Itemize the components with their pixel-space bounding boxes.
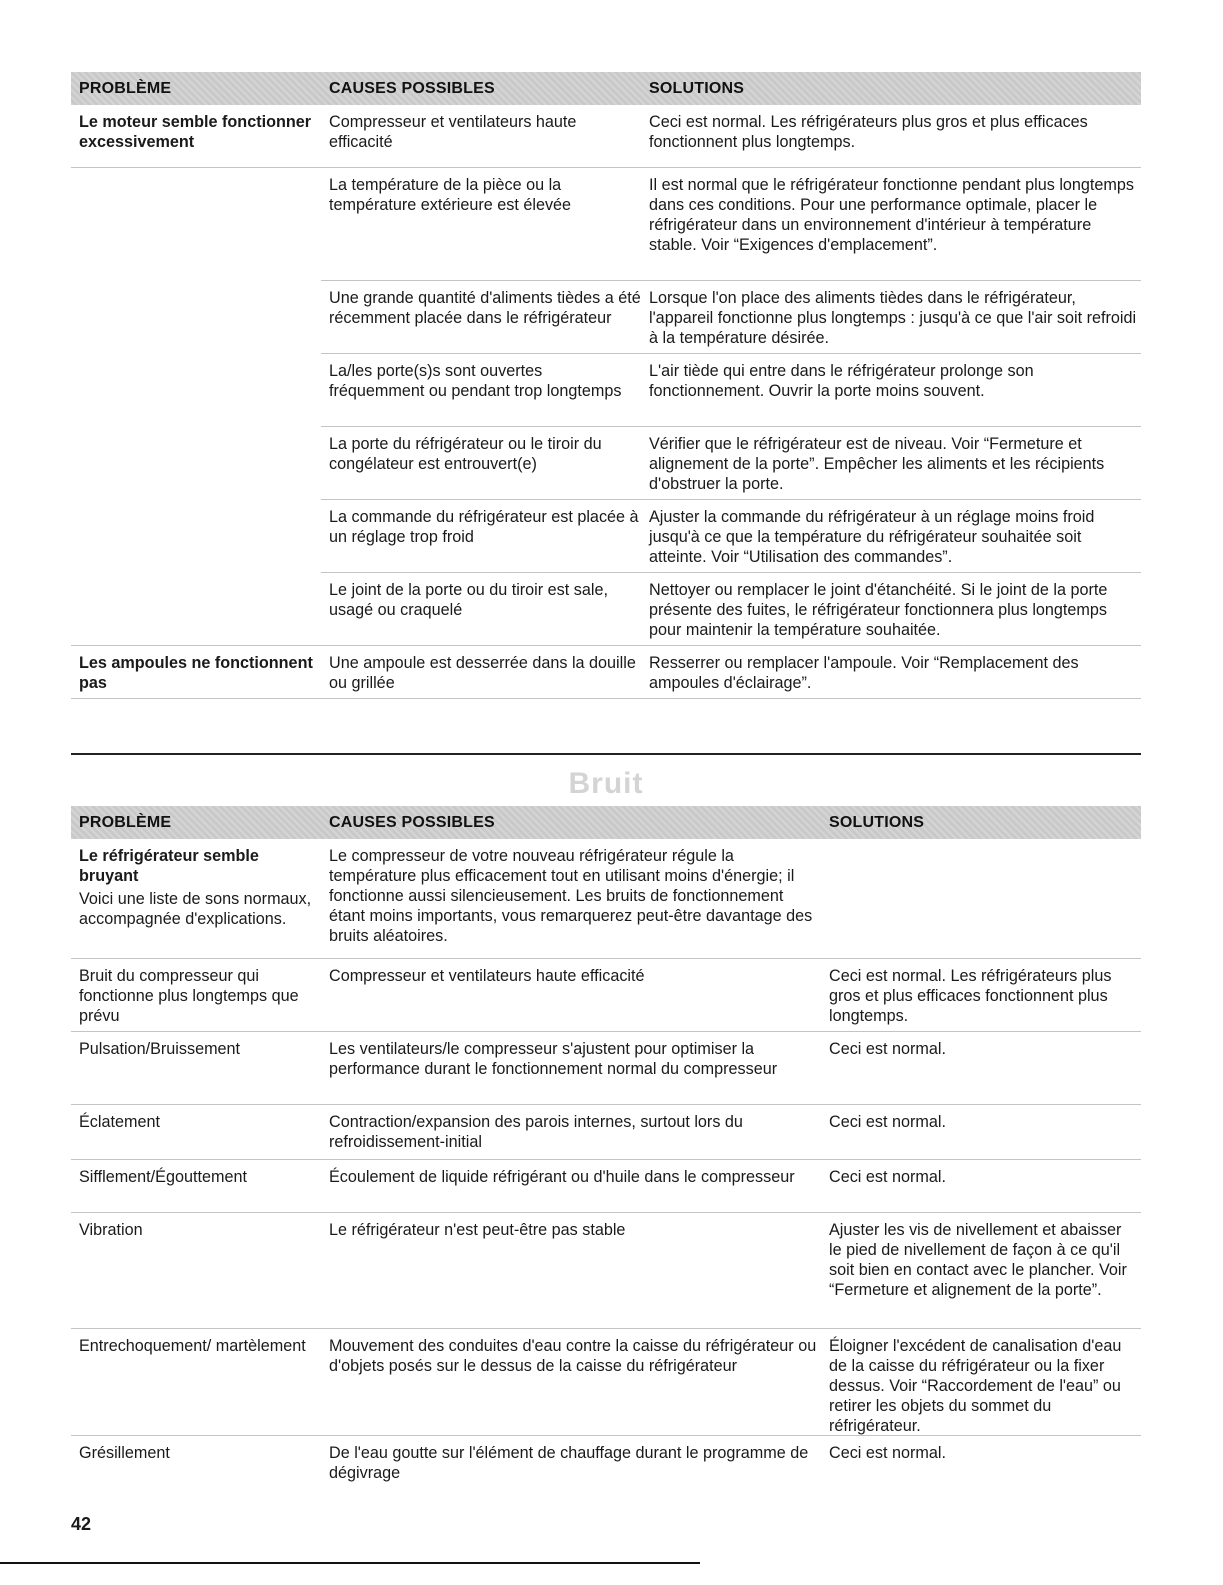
problem-cell: Éclatement — [79, 1113, 160, 1131]
cause-cell: Mouvement des conduites d'eau contre la caisse du réfrigérateur ou d'objets posés sur le dessus de la caisse du réfrigérateur — [329, 1337, 817, 1375]
cause-cell: Les ventilateurs/le compresseur s'ajustent pour optimiser la performance durant le fonctionnement normal du compresseur — [329, 1040, 778, 1078]
solution-cell: Ceci est normal. — [829, 1040, 946, 1058]
header-solutions: SOLUTIONS — [829, 814, 925, 831]
header-causes: CAUSES POSSIBLES — [329, 814, 495, 831]
problem-cell: Sifflement/Égouttement — [79, 1168, 247, 1186]
cause-cell: La porte du réfrigérateur ou le tiroir du congélateur est entrouvert(e) — [329, 435, 602, 473]
table-row — [71, 105, 1141, 168]
table-row — [71, 1032, 1141, 1105]
cause-cell: La/les porte(s)s sont ouvertes fréquemment ou pendant trop longtemps — [329, 362, 622, 400]
header-problem: PROBLÈME — [79, 80, 172, 97]
cause-cell: Le compresseur de votre nouveau réfrigérateur régule la température plus efficacement tout en utilisant moins d'énergie; il fonctionne aussi silencieusement. Les bruits de fonctionnement étant moins importants, vous remarquerez peut-être davantage des bruits aléatoires. — [329, 847, 813, 945]
table-row — [321, 354, 1141, 427]
solution-cell: Ceci est normal. — [829, 1444, 946, 1462]
solution-cell: Resserrer ou remplacer l'ampoule. Voir “Remplacement des ampoules d'éclairage”. — [649, 654, 1079, 692]
table-row — [71, 839, 1141, 959]
header-problem: PROBLÈME — [79, 814, 172, 831]
cause-cell: Contraction/expansion des parois internes, surtout lors du refroidissement-initial — [329, 1113, 743, 1151]
header-solutions: SOLUTIONS — [649, 80, 745, 97]
problem-cell: Vibration — [79, 1221, 143, 1239]
table-row — [71, 573, 1141, 646]
page-number: 42 — [71, 1514, 92, 1534]
cause-cell: La température de la pièce ou la température extérieure est élevée — [329, 176, 572, 214]
solution-cell: L'air tiède qui entre dans le réfrigérateur prolonge son fonctionnement. Ouvrir la porte moins souvent. — [649, 362, 1034, 400]
table-row — [71, 959, 1141, 1032]
table-row — [71, 1160, 1141, 1213]
cause-cell: Une ampoule est desserrée dans la douille ou grillée — [329, 654, 636, 692]
problem-cell: Grésillement — [79, 1444, 170, 1462]
problem-cell: Entrechoquement/ martèlement — [79, 1337, 306, 1355]
table-row — [321, 427, 1141, 500]
solution-cell: Ajuster les vis de nivellement et abaisser le pied de nivellement de façon à ce qu'il soit bien en contact avec le plancher. Voir “Fermeture et alignement de la porte”. — [829, 1221, 1127, 1299]
table-row — [71, 1329, 1141, 1436]
table-row — [71, 1436, 1141, 1492]
problem-cell: Le moteur semble fonctionner excessivement — [79, 113, 312, 151]
solution-cell: Il est normal que le réfrigérateur fonctionne pendant plus longtemps dans ces conditions. Pour une performance optimale, placer le réfrigérateur dans un environnement d'intérieur à température stable. Voir “Exigences d'emplacement”. — [649, 176, 1135, 254]
cause-cell: Le joint de la porte ou du tiroir est sale, usagé ou craquelé — [329, 581, 608, 619]
section-divider — [71, 753, 1141, 755]
problem-cell: Les ampoules ne fonctionnent pas — [79, 654, 313, 692]
table-row — [321, 281, 1141, 354]
table-row — [71, 1105, 1141, 1160]
cause-cell: De l'eau goutte sur l'élément de chauffage durant le programme de dégivrage — [329, 1444, 809, 1482]
cause-cell: Compresseur et ventilateurs haute efficacité — [329, 113, 577, 151]
cause-cell: Écoulement de liquide réfrigérant ou d'huile dans le compresseur — [329, 1168, 795, 1186]
table-header — [71, 72, 1141, 105]
solution-cell: Ajuster la commande du réfrigérateur à un réglage moins froid jusqu'à ce que la température du réfrigérateur souhaitée soit atteinte. Voir “Utilisation des commandes”. — [649, 508, 1095, 566]
problem-cell: Bruit du compresseur qui fonctionne plus longtemps que prévu — [79, 967, 299, 1025]
solution-cell: Ceci est normal. — [829, 1168, 946, 1186]
solution-cell: Lorsque l'on place des aliments tièdes dans le réfrigérateur, l'appareil fonctionne plus longtemps : jusqu'à ce que l'air soit refroidi à la température désirée. — [649, 289, 1137, 347]
table-header — [71, 806, 1141, 839]
cause-cell: Compresseur et ventilateurs haute efficacité — [329, 967, 645, 985]
cause-cell: Le réfrigérateur n'est peut-être pas stable — [329, 1221, 626, 1239]
problem-cell: Pulsation/Bruissement — [79, 1040, 241, 1058]
table-row — [321, 168, 1141, 281]
problem-cell — [79, 846, 321, 929]
table-row — [71, 646, 1141, 699]
solution-cell: Ceci est normal. Les réfrigérateurs plus gros et plus efficaces fonctionnent plus longtemps. — [649, 113, 1088, 151]
troubleshooting-table-motor — [71, 72, 1141, 699]
table-row — [71, 1213, 1141, 1329]
solution-cell: Ceci est normal. Les réfrigérateurs plus gros et plus efficaces fonctionnent plus longtemps. — [829, 967, 1112, 1025]
solution-cell: Ceci est normal. — [829, 1113, 946, 1131]
troubleshooting-table-noise — [71, 806, 1141, 1492]
header-causes: CAUSES POSSIBLES — [329, 80, 495, 97]
section-title: Bruit — [568, 767, 644, 800]
solution-cell: Éloigner l'excédent de canalisation d'eau de la caisse du réfrigérateur ou la fixer dessus. Voir “Raccordement de l'eau” ou retirer les objets du sommet du réfrigérateur. — [829, 1337, 1122, 1435]
cause-cell: Une grande quantité d'aliments tièdes a été récemment placée dans le réfrigérateur — [329, 289, 641, 327]
solution-cell: Nettoyer ou remplacer le joint d'étanchéité. Si le joint de la porte présente des fuites, le réfrigérateur fonctionnera plus longtemps pour maintenir la température souhaitée. — [649, 581, 1108, 639]
table-row — [321, 500, 1141, 573]
problem-title: Le réfrigérateur semble bruyant — [79, 847, 259, 885]
problem-note: Voici une liste de sons normaux, accompagnée d'explications. — [79, 890, 312, 928]
solution-cell: Vérifier que le réfrigérateur est de niveau. Voir “Fermeture et alignement de la porte”. Empêcher les aliments et les récipients d'obstruer la porte. — [649, 435, 1105, 493]
cause-cell: La commande du réfrigérateur est placée à un réglage trop froid — [329, 508, 639, 546]
footer-rule — [0, 1562, 700, 1564]
